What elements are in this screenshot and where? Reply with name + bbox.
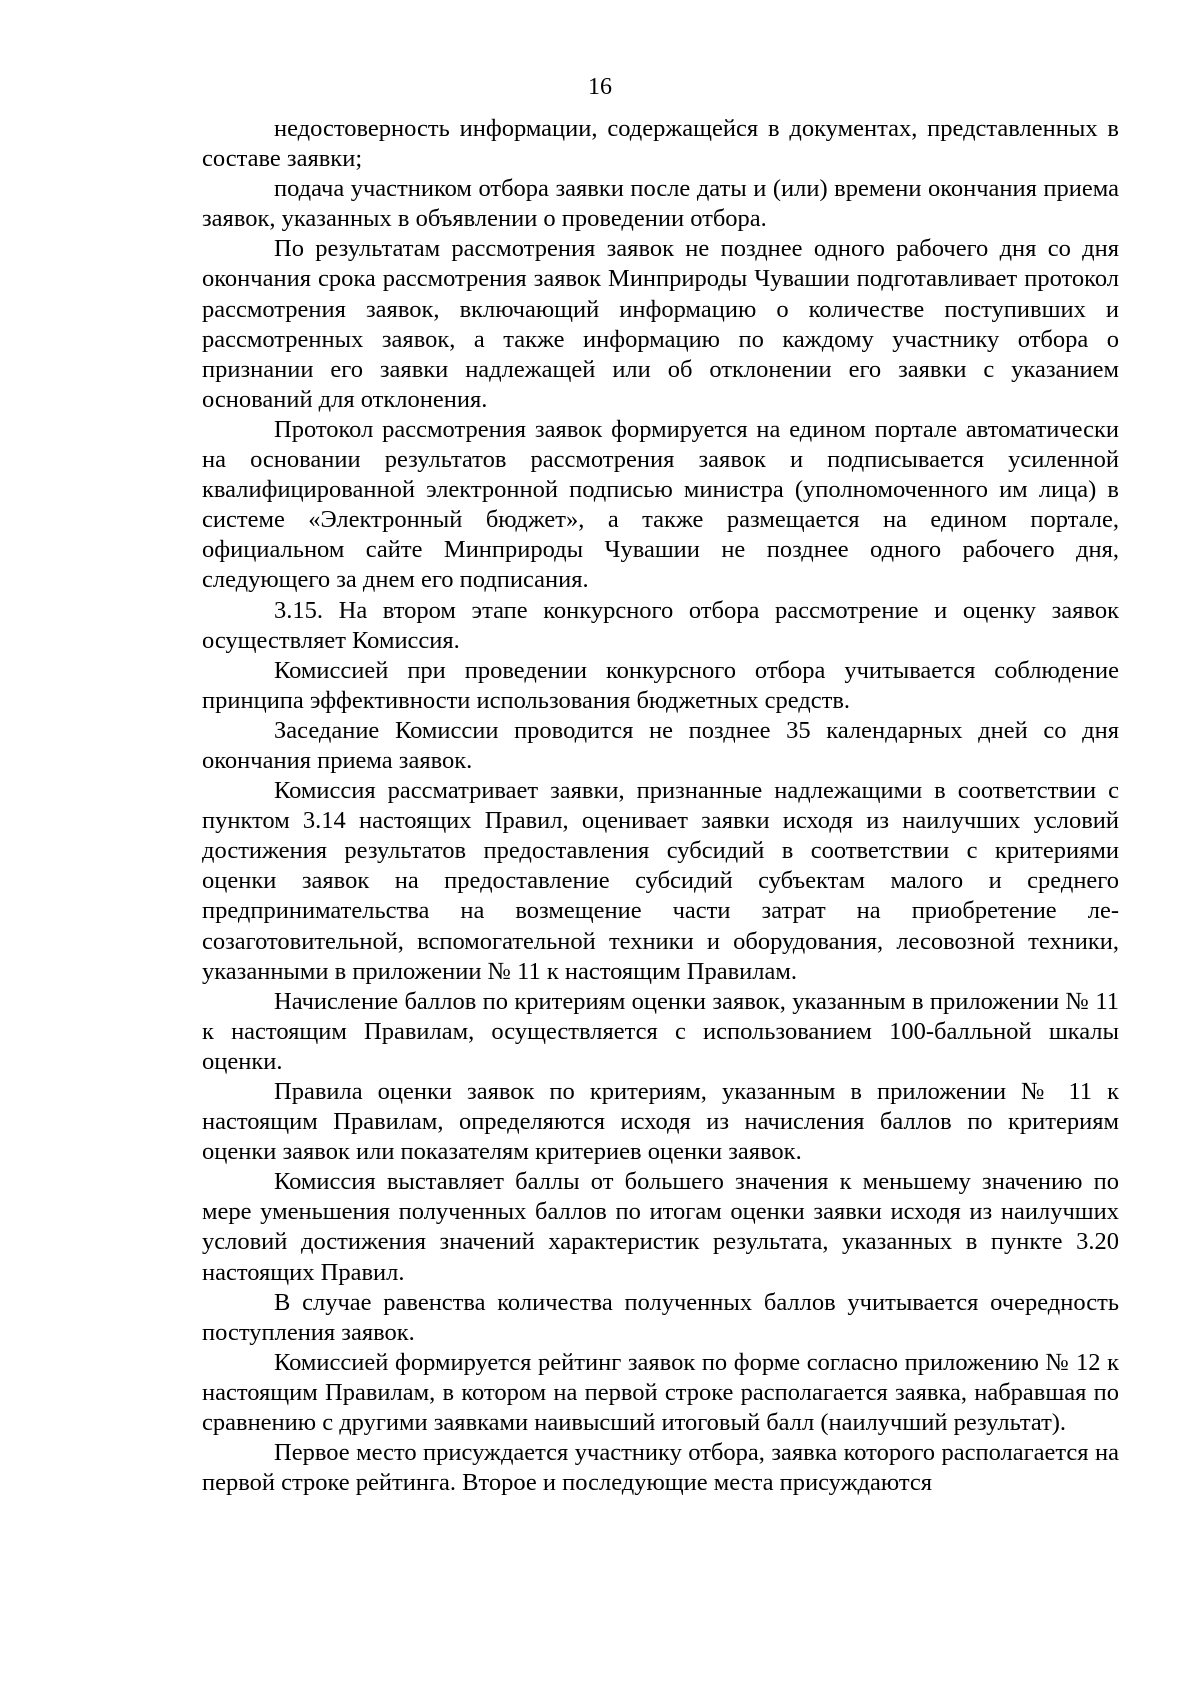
paragraph-2: подача участником отбора заявки после даты и (или) времени окончания приема заявок, указанных в объявлении о проведении отбора. bbox=[202, 175, 1119, 233]
paragraph-5: 3.15. На втором этапе конкурсного отбора рассмотрение и оценку заявок осуществляет Комиссия. bbox=[202, 596, 1119, 654]
paragraph-8: Комиссия рассматривает заявки, признанные надлежащими в соответствии с пунктом 3.14 настоящих Правил, оценивает заявки исходя из наилучших условий достижения результатов предоставления субсидий в соответствии с критериями оценки заявок на предоставление субсидий субъектам малого и среднего предпринимательства на возмещение части затрат на приобретение лесозаготовительной, вспомогательной техники и оборудования, лесовозной техники, указанными в приложении № 11 к настоящим Правилам. bbox=[202, 777, 1119, 985]
paragraph-14: Первое место присуждается участнику отбора, заявка которого располагается на первой строке рейтинга. Второе и последующие места присуждаются bbox=[202, 1439, 1119, 1497]
paragraph-7: Заседание Комиссии проводится не позднее 35 календарных дней со дня окончания приема заявок. bbox=[202, 716, 1119, 774]
paragraph-4: Протокол рассмотрения заявок формируется на едином портале автоматически на основании результатов рассмотрения заявок и подписывается усиленной квалифицированной электронной подписью министра (уполномоченного им лица) в системе «Электронный бюджет», а также размещается на едином портале, официальном сайте Минприроды Чувашии не позднее одного рабочего дня, следующего за днем его подписания. bbox=[202, 415, 1119, 594]
paragraph-3: По результатам рассмотрения заявок не позднее одного рабочего дня со дня окончания срока рассмотрения заявок Минприроды Чувашии подготавливает протокол рассмотрения заявок, включающий информацию о количестве поступивших и рассмотренных заявок, а также информацию по каждому участнику отбора о признании его заявки надлежащей или об отклонении его заявки с указанием оснований для отклонения. bbox=[202, 235, 1119, 413]
paragraph-13: Комиссией формируется рейтинг заявок по форме согласно приложению № 12 к настоящим Правилам, в котором на первой строке располагается заявка, набравшая по сравнению с другими заявками наивысший итоговый балл (наилучший результат). bbox=[202, 1348, 1119, 1437]
document-body bbox=[202, 114, 1119, 1498]
paragraph-9: Начисление баллов по критериям оценки заявок, указанным в приложении № 11 к настоящим Правилам, осуществляется с использованием 100-балльной шкалы оценки. bbox=[202, 987, 1119, 1075]
paragraph-11: Комиссия выставляет баллы от большего значения к меньшему значению по мере уменьшения полученных баллов по итогам оценки заявки исходя из наилучших условий достижения значений характеристик результата, указанных в пункте 3.20 настоящих Правил. bbox=[202, 1168, 1119, 1286]
paragraph-12: В случае равенства количества полученных баллов учитывается очередность поступления заявок. bbox=[202, 1288, 1119, 1346]
paragraph-10: Правила оценки заявок по критериям, указанным в приложении № 11 к настоящим Правилам, определяются исходя из начисления баллов по критериям оценки заявок или показателям критериев оценки заявок. bbox=[202, 1078, 1119, 1166]
paragraph-1: недостоверность информации, содержащейся в документах, представленных в составе заявки; bbox=[202, 115, 1119, 173]
page-number: 16 bbox=[588, 74, 612, 100]
paragraph-6: Комиссией при проведении конкурсного отбора учитывается соблюдение принципа эффективности использования бюджетных средств. bbox=[202, 656, 1119, 714]
